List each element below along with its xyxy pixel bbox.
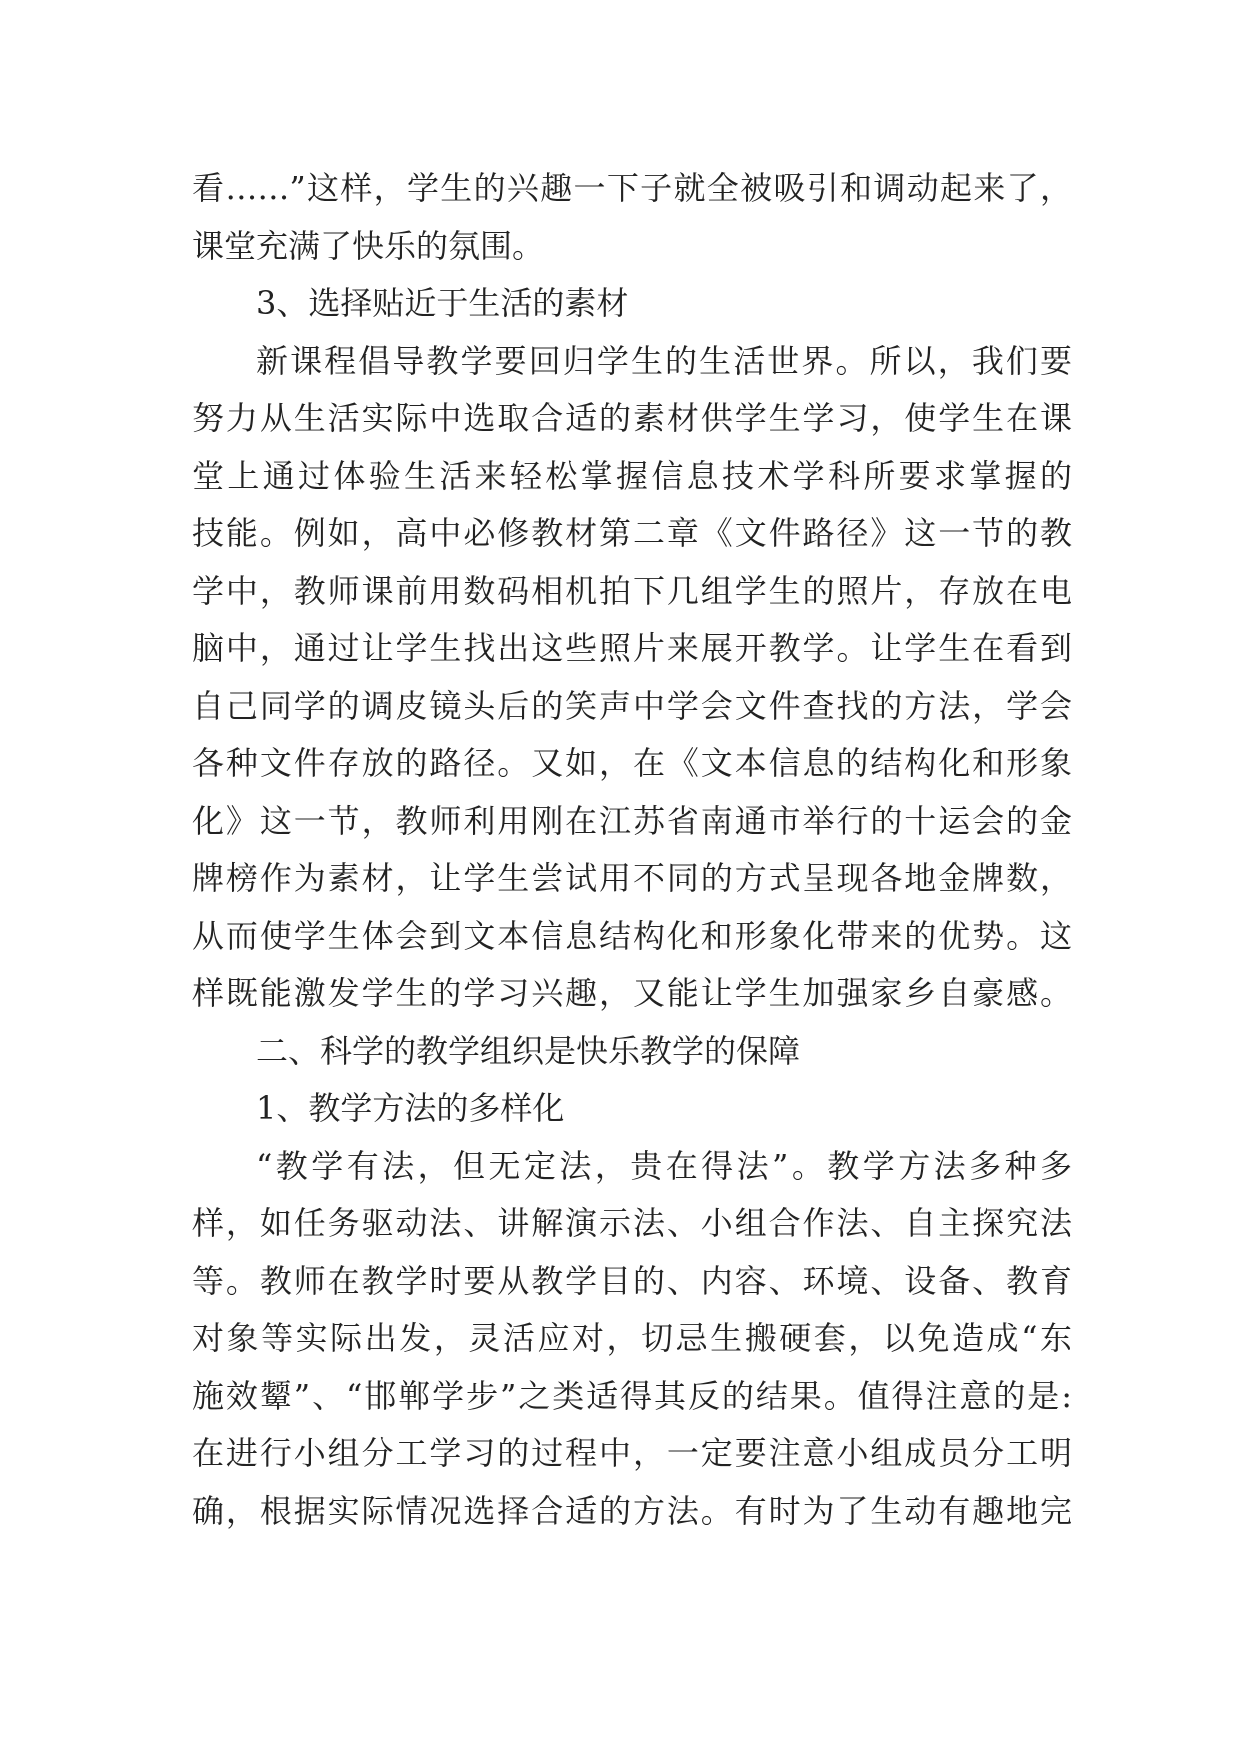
text-line: 学中，教师课前用数码相机拍下几组学生的照片，存放在电: [192, 571, 1072, 610]
text-line: 从而使学生体会到文本信息结构化和形象化带来的优势。这: [192, 916, 1072, 955]
text-line: 确，根据实际情况选择合适的方法。有时为了生动有趣地完: [192, 1491, 1072, 1530]
text-line: 课堂充满了快乐的氛围。: [192, 226, 545, 265]
text-line: 化》这一节，教师利用刚在江苏省南通市举行的十运会的金: [192, 801, 1072, 840]
text-line: 在进行小组分工学习的过程中，一定要注意小组成员分工明: [192, 1434, 1072, 1472]
section-heading: 3、选择贴近于生活的素材: [256, 284, 629, 322]
text-line: 各种文件存放的路径。又如，在《文本信息的结构化和形象: [192, 744, 1072, 782]
text-line: 技能。例如，高中必修教材第二章《文件路径》这一节的教: [192, 514, 1072, 552]
text-line: 等。教师在教学时要从教学目的、内容、环境、设备、教育: [192, 1261, 1072, 1300]
paragraph-first-line: 新课程倡导教学要回归学生的生活世界。所以，我们要: [256, 341, 1072, 380]
section-heading: 二、科学的教学组织是快乐教学的保障: [256, 1031, 801, 1070]
body-text: [192, 160, 1072, 1540]
text-line: 施效颦”、“邯郸学步”之类适得其反的结果。值得注意的是:: [192, 1376, 1072, 1415]
text-line: 样，如任务驱动法、讲解演示法、小组合作法、自主探究法: [192, 1204, 1072, 1242]
text-line: 牌榜作为素材，让学生尝试用不同的方式呈现各地金牌数，: [192, 859, 1072, 897]
text-line: 努力从生活实际中选取合适的素材供学生学习，使学生在课: [192, 399, 1072, 437]
text-line: 对象等实际出发，灵活应对，切忌生搬硬套，以免造成“东: [192, 1319, 1072, 1357]
text-line: 看……”这样，学生的兴趣一下子就全被吸引和调动起来了，: [192, 169, 1072, 207]
paragraph-first-line: “教学有法，但无定法，贵在得法”。教学方法多种多: [256, 1146, 1072, 1185]
text-line: 自己同学的调皮镜头后的笑声中学会文件查找的方法，学会: [192, 686, 1072, 725]
text-line: 样既能激发学生的学习兴趣，又能让学生加强家乡自豪感。: [192, 974, 1072, 1012]
text-line: 脑中，通过让学生找出这些照片来展开教学。让学生在看到: [192, 629, 1072, 667]
text-line: 堂上通过体验生活来轻松掌握信息技术学科所要求掌握的: [192, 456, 1072, 495]
subsection-heading: 1、教学方法的多样化: [256, 1089, 565, 1127]
